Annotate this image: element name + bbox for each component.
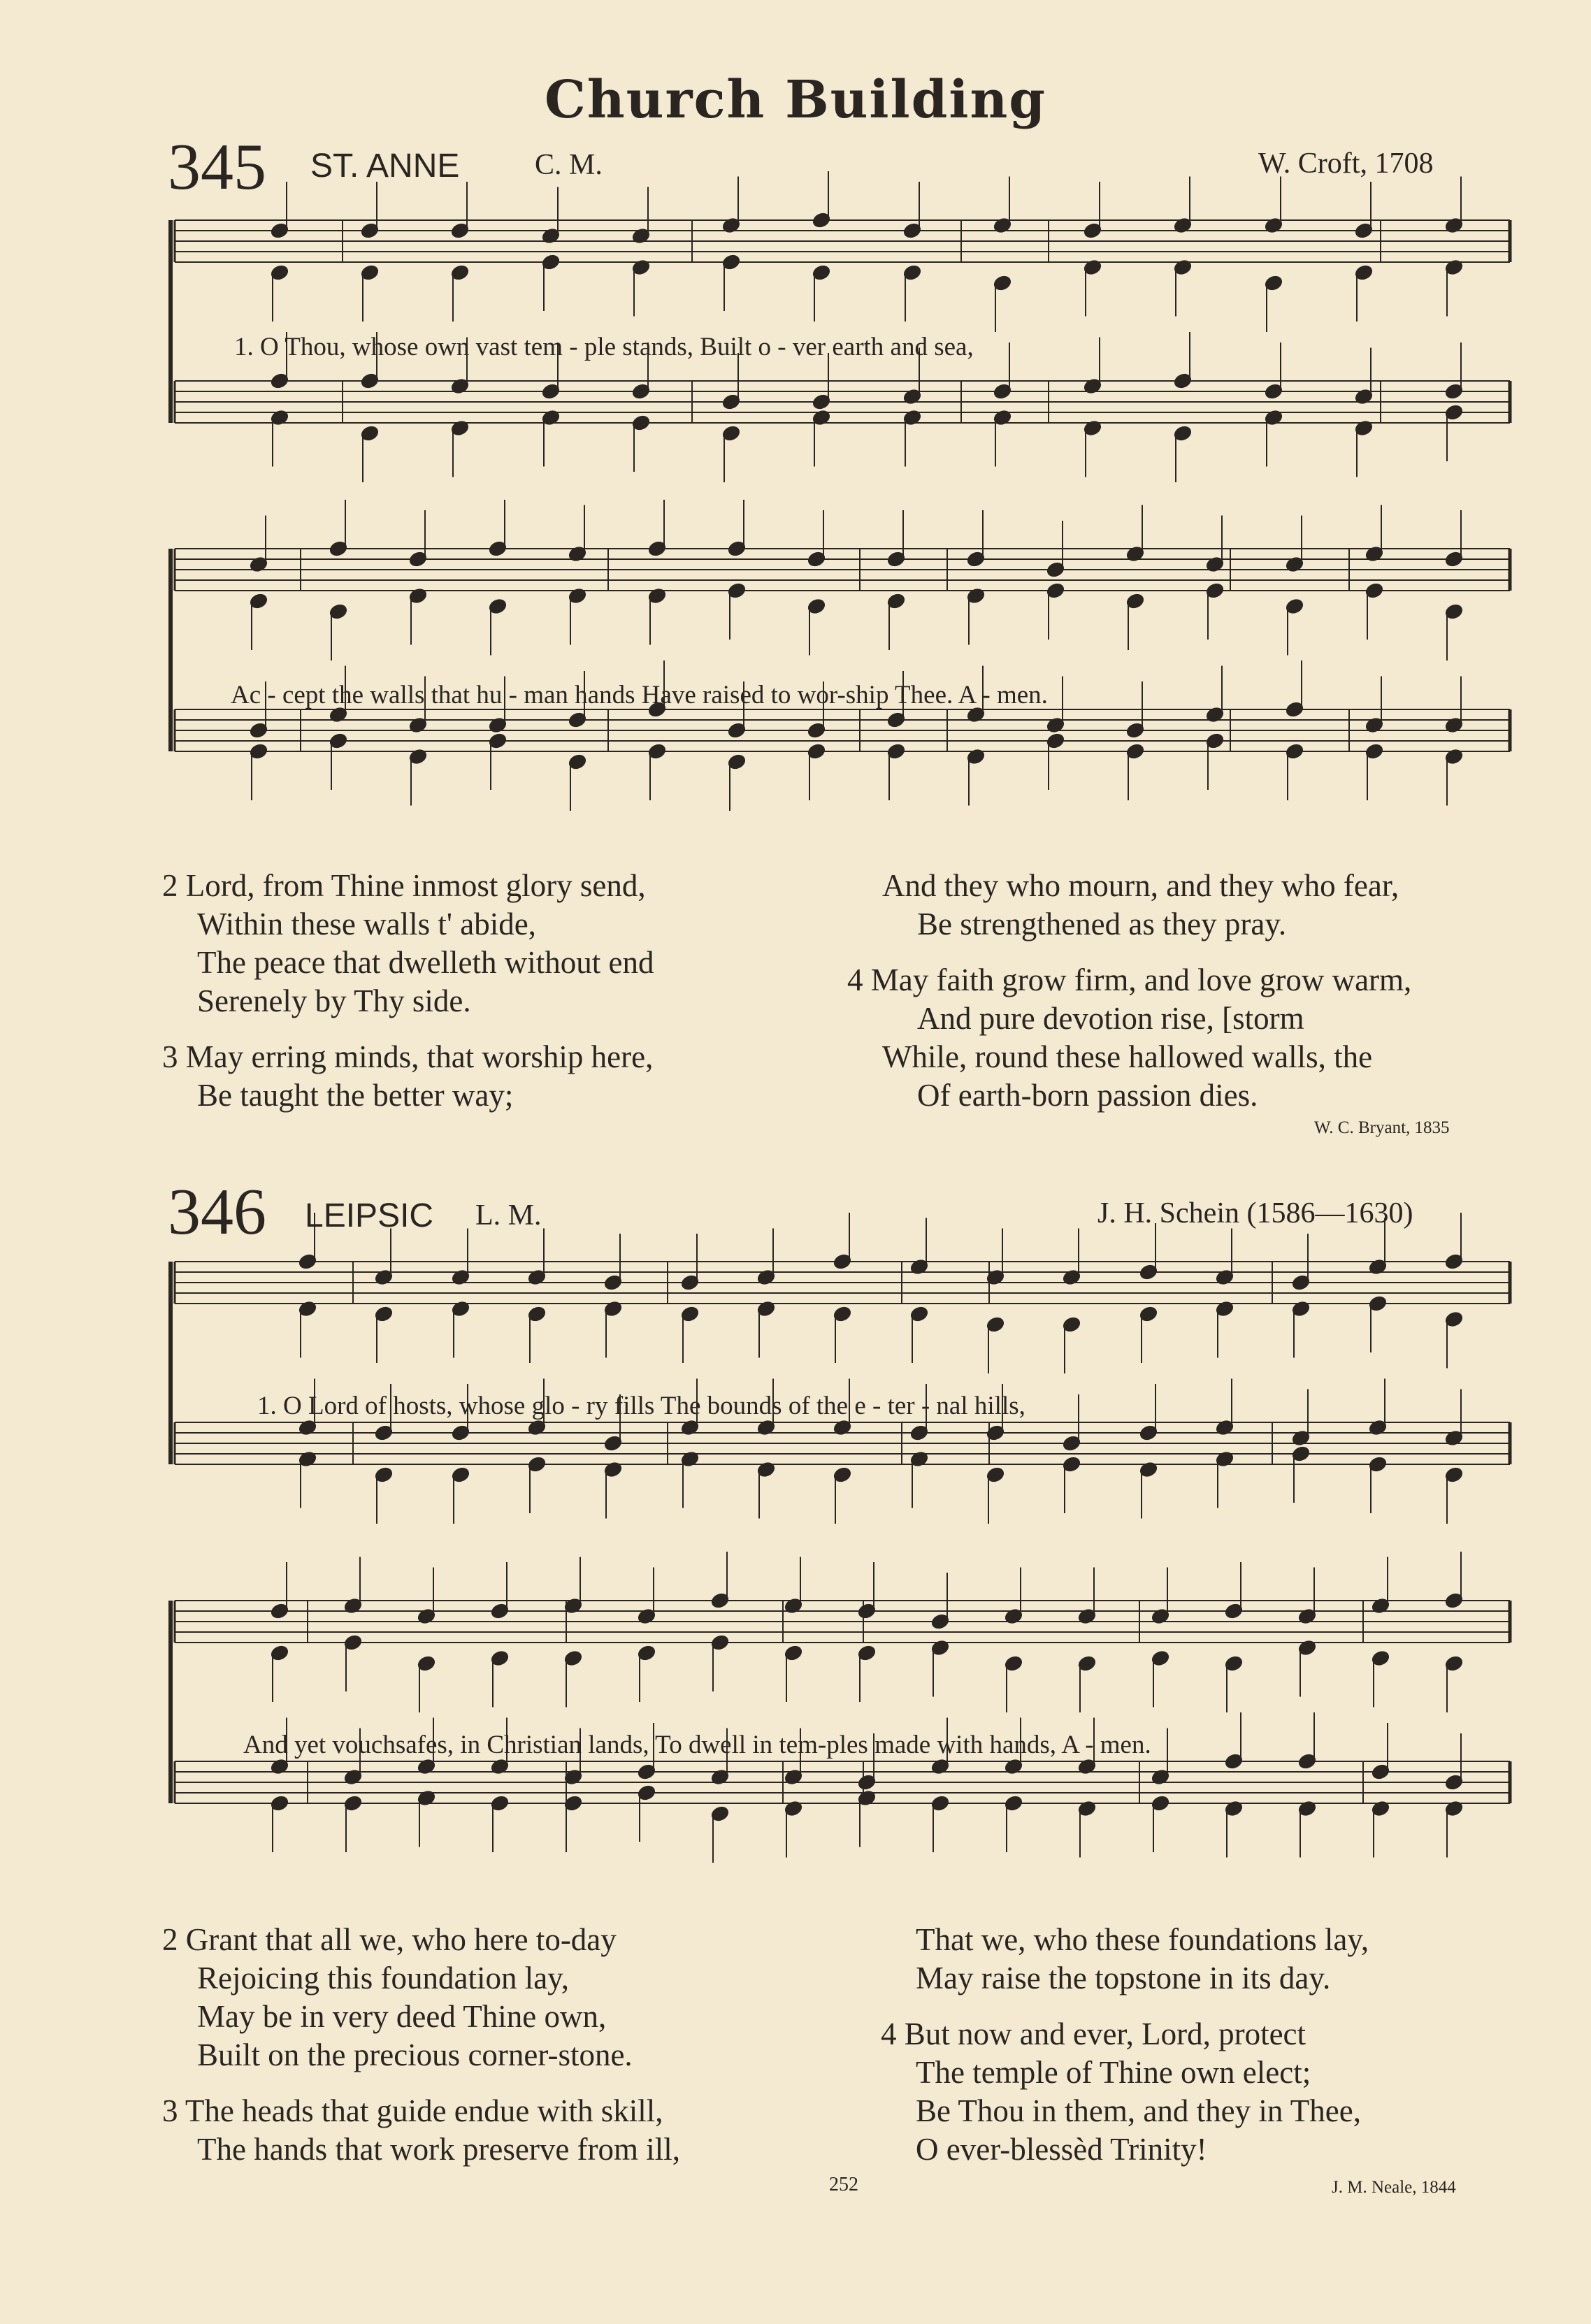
verse-line: While, round these hallowed walls, the [882, 1039, 1373, 1074]
lyrics-line: 1. O Lord of hosts, whose glo - ry fills The bounds of the e - ter - nal hills, [257, 1392, 1025, 1420]
verse-line: The peace that dwelleth without end [197, 945, 654, 980]
hymn-number: 346 [168, 1176, 266, 1248]
lyrics-line: 1. O Thou, whose own vast tem - ple stands, Built o - ver earth and sea, [234, 333, 974, 361]
verse-line: O ever-blessèd Trinity! [916, 2132, 1207, 2167]
verse-line: 3 May erring minds, that worship here, [162, 1039, 654, 1074]
hymn-number: 345 [168, 131, 266, 203]
hymn-author: J. M. Neale, 1844 [1332, 2178, 1456, 2197]
verse-line: May raise the topstone in its day. [916, 1961, 1331, 1995]
lyrics-line: Ac - cept the walls that hu - man hands Have raised to wor-ship Thee. A - men. [231, 681, 1048, 709]
page-number: 252 [829, 2174, 858, 2195]
verse-column-left [162, 867, 654, 1115]
verse-line: Within these walls t' abide, [197, 907, 536, 941]
verse-line: Of earth-born passion dies. [917, 1078, 1258, 1113]
meter: L. M. [475, 1199, 542, 1232]
verse-line: And pure devotion rise, [storm [917, 1001, 1304, 1036]
verse-column-right [847, 867, 1411, 1115]
verse-line: And they who mourn, and they who fear, [882, 868, 1399, 903]
verse-column-left [162, 1921, 680, 2169]
verse-line: 4 May faith grow firm, and love grow warm, [847, 962, 1412, 997]
verse-line: The hands that work preserve from ill, [197, 2132, 681, 2167]
verse-line: May be in very deed Thine own, [197, 1999, 607, 2034]
verse-line: The temple of Thine own elect; [916, 2055, 1311, 2090]
hymn-author: W. C. Bryant, 1835 [1314, 1118, 1450, 1137]
verse-line: 3 The heads that guide endue with skill, [162, 2093, 663, 2128]
section-title: Church Building [544, 70, 1047, 130]
verse-line: Rejoicing this foundation lay, [197, 1961, 570, 1995]
composer: W. Croft, 1708 [1258, 147, 1434, 180]
composer: J. H. Schein (1586—1630) [1097, 1197, 1413, 1229]
verse-line: Serenely by Thy side. [197, 983, 471, 1018]
verse-line: Be Thou in them, and they in Thee, [916, 2093, 1361, 2128]
verse-line: That we, who these foundations lay, [916, 1922, 1369, 1957]
verse-line: 4 But now and ever, Lord, protect [881, 2016, 1306, 2051]
verse-line: Be taught the better way; [197, 1078, 514, 1113]
verse-line: Built on the precious corner-stone. [197, 2037, 633, 2072]
lyrics-line: And yet vouchsafes, in Christian lands, To dwell in tem-ples made with hands, A - men. [243, 1731, 1151, 1759]
meter: C. M. [535, 149, 603, 181]
tune-name: LEIPSIC [305, 1197, 434, 1234]
verse-column-right [881, 1921, 1369, 2169]
tune-name: ST. ANNE [310, 147, 460, 185]
verse-line: Be strengthened as they pray. [917, 907, 1287, 941]
verse-line: 2 Lord, from Thine inmost glory send, [162, 868, 646, 903]
verse-line: 2 Grant that all we, who here to-day [162, 1922, 617, 1957]
